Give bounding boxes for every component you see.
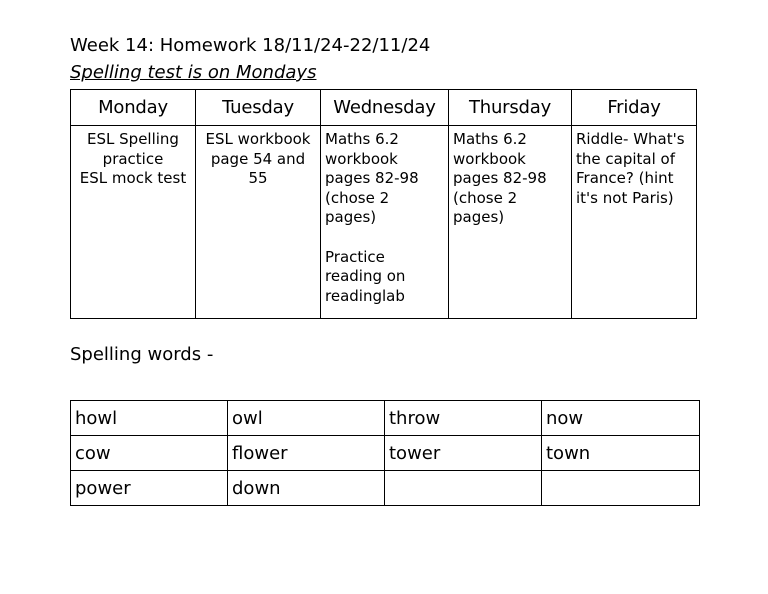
wednesday-task-line: reading on [325, 267, 406, 286]
wednesday-task-line: pages) [325, 208, 377, 227]
word-row [71, 401, 700, 436]
wednesday-tasks [321, 126, 449, 319]
schedule-header-row [71, 90, 697, 126]
wednesday-task-line: workbook [325, 149, 398, 168]
page-title: Week 14: Homework 18/11/24-22/11/24 [70, 35, 431, 56]
friday-task-line: the capital of [576, 149, 675, 168]
word-cell: throw [385, 401, 542, 436]
monday-task-line: ESL mock test [79, 169, 187, 188]
header-wednesday: Wednesday [321, 90, 449, 126]
word-cell: flower [228, 436, 385, 471]
thursday-task-line: pages 82-98 [453, 169, 547, 188]
word-cell: town [542, 436, 700, 471]
monday-task-line: practice [102, 149, 164, 168]
page-subtitle: Spelling test is on Mondays [70, 62, 317, 83]
tuesday-tasks [196, 126, 321, 319]
tuesday-task-line: 55 [248, 169, 268, 188]
header-friday: Friday [572, 90, 697, 126]
friday-tasks [572, 126, 697, 319]
thursday-tasks [449, 126, 572, 319]
word-cell: howl [71, 401, 228, 436]
wednesday-task-line: pages 82-98 [325, 169, 419, 188]
header-thursday: Thursday [449, 90, 572, 126]
friday-task-line: it's not Paris) [576, 188, 674, 207]
wednesday-task-line: Maths 6.2 [325, 130, 399, 148]
word-cell: down [228, 471, 385, 506]
thursday-task-line: Maths 6.2 [453, 130, 527, 148]
word-cell: now [542, 401, 700, 436]
spelling-words-heading: Spelling words - [70, 344, 214, 365]
word-cell: power [71, 471, 228, 506]
thursday-task-line: pages) [453, 208, 505, 227]
wednesday-task-line: readinglab [325, 286, 405, 305]
monday-tasks [71, 126, 196, 319]
word-row [71, 436, 700, 471]
schedule-task-row [71, 126, 697, 319]
word-cell: tower [385, 436, 542, 471]
word-cell [385, 471, 542, 506]
monday-task-line: ESL Spelling [87, 130, 179, 148]
homework-schedule-table [70, 89, 697, 319]
wednesday-task-spacer [325, 228, 445, 248]
word-cell: owl [228, 401, 385, 436]
friday-task-line: France? (hint [576, 169, 674, 188]
spelling-words-table [70, 400, 700, 506]
word-cell: cow [71, 436, 228, 471]
word-row [71, 471, 700, 506]
thursday-task-line: workbook [453, 149, 526, 168]
friday-task-line: Riddle- What's [576, 130, 685, 148]
tuesday-task-line: page 54 and [210, 149, 306, 168]
wednesday-task-line: Practice [325, 247, 385, 266]
header-tuesday: Tuesday [196, 90, 321, 126]
word-cell [542, 471, 700, 506]
wednesday-task-line: (chose 2 [325, 188, 390, 207]
header-monday: Monday [71, 90, 196, 126]
tuesday-task-line: ESL workbook [205, 130, 311, 148]
thursday-task-line: (chose 2 [453, 188, 518, 207]
